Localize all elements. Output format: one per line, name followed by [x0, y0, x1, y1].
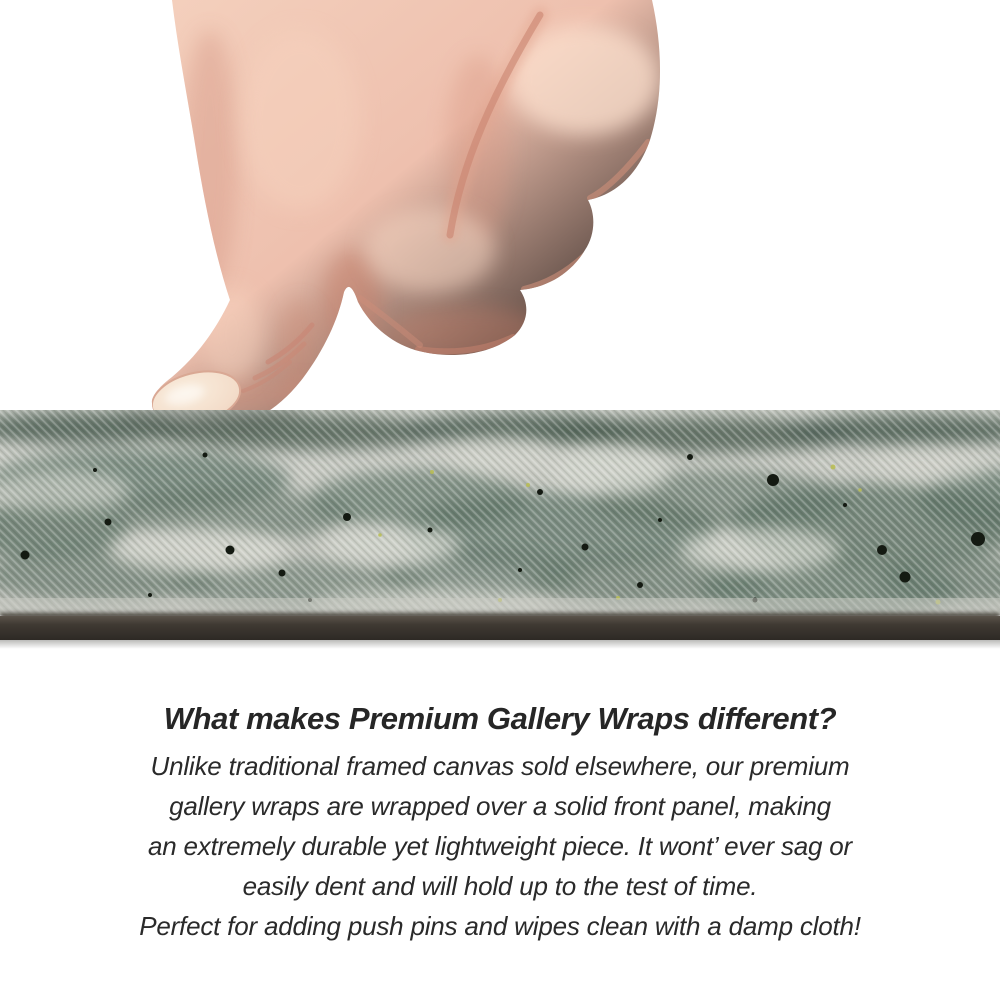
body-line-4: easily dent and will hold up to the test of time.: [242, 871, 758, 901]
panel-drop-shadow: [0, 640, 1000, 649]
hand-pressing-thumb-icon: [0, 0, 1000, 420]
body-line-3: an extremely durable yet lightweight piece. It wont’ ever sag or: [147, 831, 853, 861]
body-line-5: Perfect for adding push pins and wipes clean with a damp cloth!: [139, 911, 861, 941]
panel-dark-edge: [0, 616, 1000, 640]
canvas-texture: [0, 410, 1000, 649]
marketing-copy: [0, 701, 1000, 946]
body-line-1: Unlike traditional framed canvas sold elsewhere, our premium: [150, 751, 850, 781]
hand-silhouette: [146, 0, 660, 420]
headline: What makes Premium Gallery Wraps different?: [163, 701, 837, 736]
canvas-edge-strip: [0, 410, 1000, 650]
body-line-2: gallery wraps are wrapped over a solid front panel, making: [169, 791, 831, 821]
